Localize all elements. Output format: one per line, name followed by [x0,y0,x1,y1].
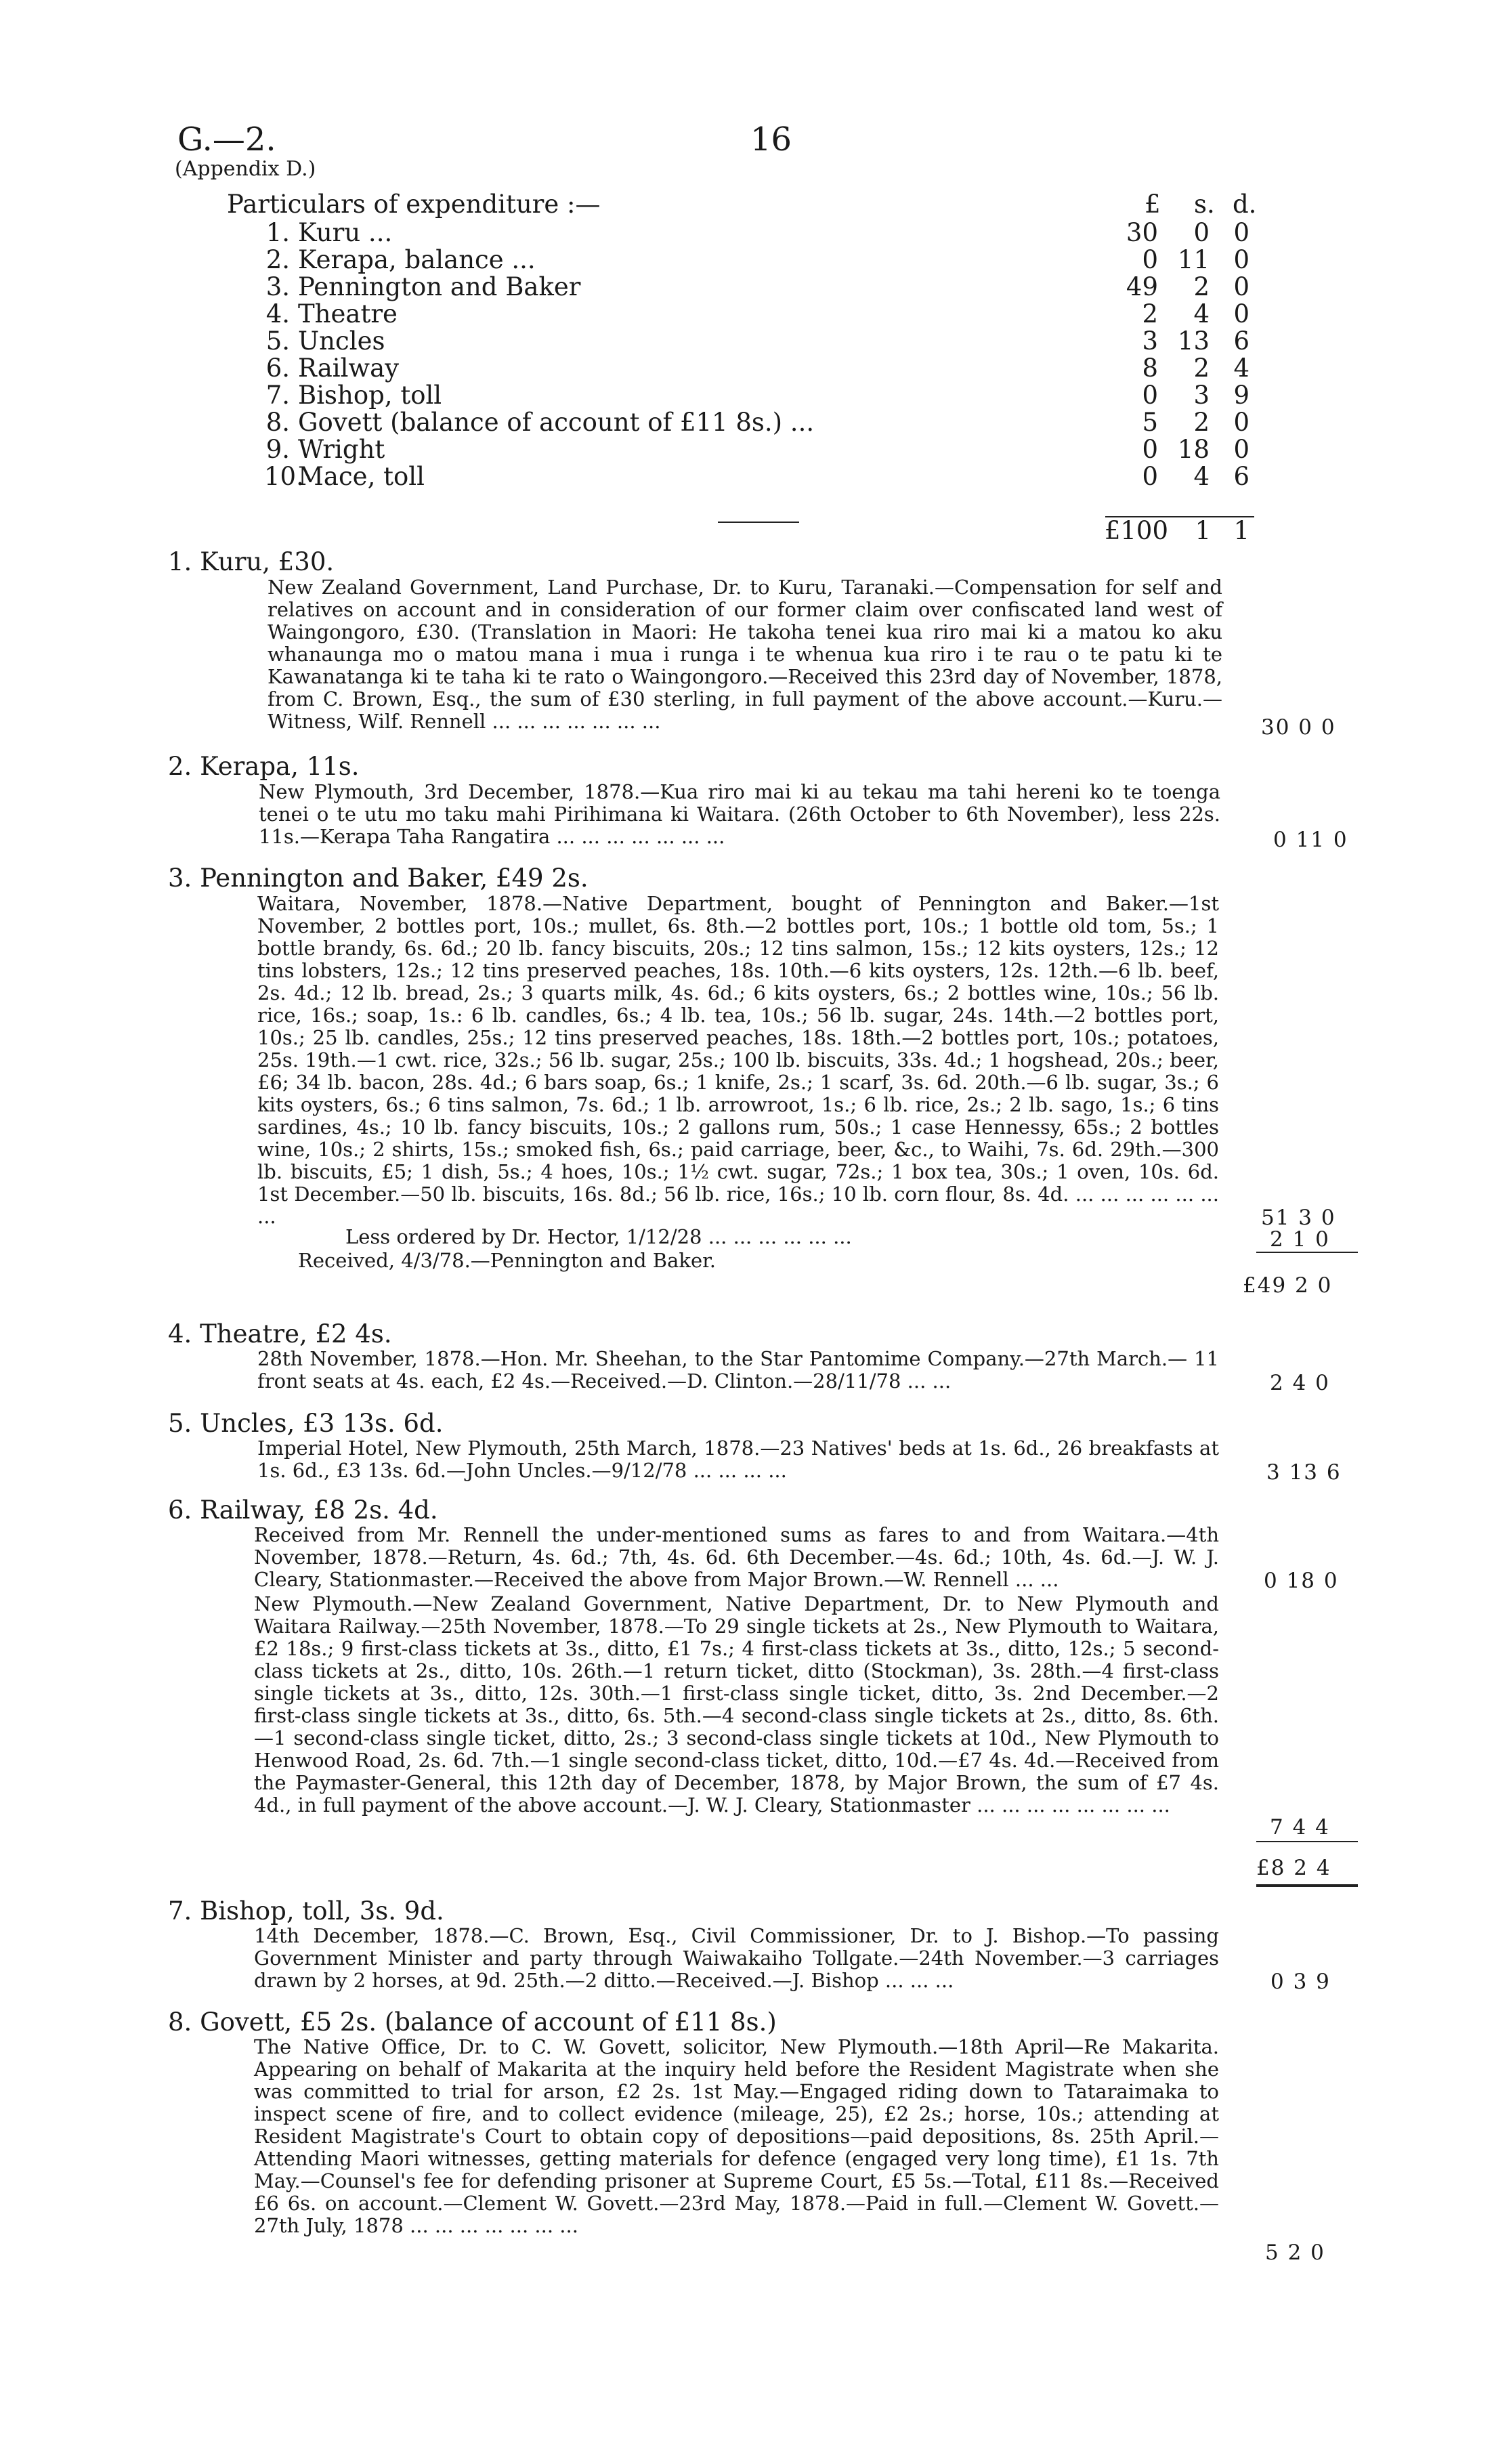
section-amount: 30 0 0 [1261,715,1336,740]
item-pounds: 8 [1142,354,1158,383]
section-heading: 5. Uncles, £3 13s. 6d. [168,1409,444,1438]
section-amount: 0 3 9 [1270,1970,1331,1994]
item-pence: 6 [1233,326,1249,356]
net-amount: £49 2 0 [1243,1273,1333,1298]
total-double-rule [1256,1884,1358,1887]
item-label: Kuru ... [298,218,393,247]
less-amount: 2 1 0 [1270,1227,1330,1252]
item-pence: 0 [1233,299,1249,328]
item-label: Theatre [298,299,398,328]
section-amount: 7 4 4 [1270,1815,1330,1840]
item-pounds: 2 [1142,299,1158,328]
section-body: New Plymouth, 3rd December, 1878.—Kua riro mai ki au tekau ma tahi hereni ko te toenga tenei o te utu mo taku mahi Pirihimana ki Waitara. (26th October to 6th November), less 22s. 11s.—Kerapa Taha Rangatira ... ... ... ... ... ... ... [259,780,1220,848]
expenditure-row [264,218,1260,247]
pence-column-header: d. [1233,190,1257,219]
item-pounds: 0 [1142,435,1158,464]
expenditure-row [264,381,1260,409]
item-label: Pennington and Baker [298,272,581,301]
item-label: Uncles [298,326,385,356]
section-body: The Native Office, Dr. to C. W. Govett, solicitor, New Plymouth.—18th April—Re Makarita. Appearing on behalf of Makarita at the inquiry held before the Resident Magistrate when she was committed to trial for arson, £2 2s. 1st May.—Engaged riding down to Tataraimaka to inspect scene of fire, and to collect evidence (mileage, 25), £2 2s.; horse, 10s.; attending at Resident Magistrate's Court to obtain copy of depositions—paid depositions, 8s. 25th April.—Attending Maori witnesses, getting materials for defence (engaged very long time), £1 1s. 7th May.—Counsel's fee for defending prisoner at Supreme Court, £5 5s.—Total, £11 8s.—Received £6 6s. on account.—Clement W. Govett.—23rd May, 1878.—Paid in full.—Clement W. Govett.—27th July, 1878 ... ... ... ... ... ... ... [254,2035,1219,2237]
expenditure-row [264,299,1260,328]
expenditure-row [264,326,1260,355]
item-number: 2. [265,245,290,274]
section-heading: 8. Govett, £5 2s. (balance of account of £11 8s.) [168,2008,777,2037]
section-body: Imperial Hotel, New Plymouth, 25th March, 1878.—23 Natives' beds at 1s. 6d., 26 breakfasts at 1s. 6d., £3 13s. 6d.—John Uncles.—9/12/78 ... ... ... ... [257,1437,1219,1482]
received-line: Received, 4/3/78.—Pennington and Baker. [298,1249,717,1272]
item-pounds: 5 [1142,408,1158,437]
particulars-title: Particulars of expenditure :— [227,190,601,219]
section-heading: 7. Bishop, toll, 3s. 9d. [168,1896,444,1926]
total-shillings: 1 [1195,516,1211,545]
item-pence: 0 [1233,435,1249,464]
item-shillings: 2 [1193,272,1210,301]
item-shillings: 2 [1193,408,1210,437]
item-number: 5. [265,326,290,356]
section-heading: 6. Railway, £8 2s. 4d. [168,1495,438,1525]
item-label: Kerapa, balance ... [298,245,536,274]
item-pence: 0 [1233,272,1249,301]
expenditure-row [264,408,1260,436]
item-shillings: 18 [1177,435,1210,464]
appendix-label: (Appendix D.) [175,157,316,181]
item-number: 10. [264,462,304,491]
item-pence: 6 [1233,462,1249,491]
section-body: 14th December, 1878.—C. Brown, Esq., Civil Commissioner, Dr. to J. Bishop.—To passing Government Minister and party through Waiwakaiho Tollgate.—24th November.—3 carriages drawn by 2 horses, at 9d. 25th.—2 ditto.—Received.—J. Bishop ... ... ... [254,1924,1219,1992]
subtotal-rule [1256,1841,1358,1842]
item-number: 3. [265,272,290,301]
item-pence: 4 [1233,354,1249,383]
item-shillings: 13 [1177,326,1210,356]
gross-amount: 51 3 0 [1261,1206,1336,1230]
item-pence: 9 [1233,381,1249,410]
section-body: Waitara, November, 1878.—Native Department, bought of Pennington and Baker.—1st November, 2 bottles port, 10s.; mullet, 6s. 8th.—2 bottles port, 10s.; 1 bottle old tom, 5s.; 1 bottle brandy, 6s. 6d.; 20 lb. fancy biscuits, 20s.; 12 tins salmon, 15s.; 12 kits oysters, 12s.; 12 tins lobsters, 12s.; 12 tins preserved peaches, 18s. 10th.—6 kits oysters, 12s. 12th.—6 lb. beef, 2s. 4d.; 12 lb. bread, 2s.; 3 quarts milk, 4s. 6d.; 6 kits oysters, 6s.; 2 bottles wine, 10s.; 56 lb. rice, 16s.; soap, 1s.: 6 lb. candles, 6s.; 4 lb. tea, 10s.; 56 lb. sugar, 24s. 14th.—2 bottles port, 10s.; 25 lb. candles, 25s.; 12 tins preserved peaches, 18s. 18th.—2 bottles port, 10s.; potatoes, 25s. 19th.—1 cwt. rice, 32s.; 56 lb. sugar, 25s.; 100 lb. biscuits, 33s. 4d.; 1 hogshead, 20s.; beer, £6; 34 lb. bacon, 28s. 4d.; 6 bars soap, 6s.; 1 knife, 2s.; 1 scarf, 3s. 6d. 20th.—6 lb. sugar, 3s.; 6 kits oysters, 6s.; 6 tins salmon, 7s. 6d.; 1 lb. arrowroot, 1s.; 6 lb. rice, 2s.; 2 lb. sago, 1s.; 6 tins sardines, 4s.; 10 lb. fancy biscuits, 10s.; 2 gallons rum, 50s.; 1 case Hennessy, 65s.; 2 bottles wine, 10s.; 2 shirts, 15s.; smoked fish, 6s.; paid carriage, beer, &c., to Waihi, 7s. 6d. 29th.—300 lb. biscuits, £5; 1 dish, 5s.; 4 hoes, 10s.; 1½ cwt. sugar, 72s.; 1 box tea, 30s.; 1 oven, 10s. 6d. 1st December.—50 lb. biscuits, 16s. 8d.; 56 lb. rice, 16s.; 10 lb. corn flour, 8s. 4d. ... ... ... ... ... ... ... [257,892,1219,1228]
item-number: 6. [265,354,290,383]
item-pounds: 30 [1126,218,1158,247]
item-label: Govett (balance of account of £11 8s.) ... [298,408,815,437]
item-label: Wright [298,435,385,464]
expenditure-row [264,245,1260,274]
item-shillings: 2 [1193,354,1210,383]
item-label: Bishop, toll [298,381,442,410]
item-number: 1. [265,218,290,247]
item-shillings: 0 [1193,218,1210,247]
item-pence: 0 [1233,408,1249,437]
section-body: Received from Mr. Rennell the under-mentioned sums as fares to and from Waitara.—4th November, 1878.—Return, 4s. 6d.; 7th, 4s. 6d. 6th December.—4s. 6d.; 10th, 4s. 6d.—J. W. J. Cleary, Stationmaster.—Received the above from Major Brown.—W. Rennell ... ... [254,1523,1219,1591]
item-number: 4. [265,299,290,328]
section-heading: 3. Pennington and Baker, £49 2s. [168,864,589,893]
item-pounds: 49 [1126,272,1158,301]
section-body: New Zealand Government, Land Purchase, Dr. to Kuru, Taranaki.—Compensation for self and relatives on account and in consideration of our former claim over confiscated land west of Waingongoro, £30. (Translation in Maori: He takoha tenei kua riro mai ki a matou ko aku whanaunga mo o matou mana i mua i runga i te whenua kua riro i te rau o te patu ki te Kawanatanga ki te taha ki te rato o Waingongoro.—Received this 23rd day of November, 1878, from C. Brown, Esq., the sum of £30 sterling, in full payment of the above account.—Kuru.— Witness, Wilf. Rennell ... ... ... ... ... ... ... [268,576,1222,733]
item-pounds: 0 [1142,381,1158,410]
item-number: 7. [265,381,290,410]
item-shillings: 4 [1193,462,1210,491]
expenditure-row [264,435,1260,463]
item-shillings: 11 [1177,245,1210,274]
page-number: 16 [750,121,792,158]
document-code: G.—2. [177,121,276,158]
section-amount: 3 13 6 [1266,1460,1342,1485]
shillings-column-header: s. [1194,190,1215,219]
item-pence: 0 [1233,245,1249,274]
section-heading: 4. Theatre, £2 4s. [168,1319,392,1348]
pounds-column-header: £ [1145,190,1161,219]
subtotal-rule [1256,1252,1358,1253]
total-pence: 1 [1233,516,1249,545]
less-line: Less ordered by Dr. Hector, 1/12/28 ... ... ... ... ... ... [345,1225,852,1248]
section-heading: 1. Kuru, £30. [168,547,335,576]
item-label: Mace, toll [298,462,425,491]
expenditure-row [264,462,1260,490]
section-total: £8 2 4 [1256,1856,1331,1880]
item-number: 9. [265,435,290,464]
item-pounds: 3 [1142,326,1158,356]
item-pounds: 0 [1142,462,1158,491]
expenditure-row [264,272,1260,301]
item-pounds: 0 [1142,245,1158,274]
section-amount: 0 11 0 [1273,828,1348,852]
item-pence: 0 [1233,218,1249,247]
item-shillings: 4 [1193,299,1210,328]
divider [718,522,799,523]
section-body: New Plymouth.—New Zealand Government, Native Department, Dr. to New Plymouth and Waitara Railway.—25th November, 1878.—To 29 single tickets at 2s., New Plymouth to Waitara, £2 18s.; 9 first-class tickets at 3s., ditto, £1 7s.; 4 first-class tickets at 3s., ditto, 12s.; 5 second-class tickets at 2s., ditto, 10s. 26th.—1 return ticket, ditto (Stockman), 3s. 28th.—4 first-class single tickets at 3s., ditto, 12s. 30th.—1 first-class single ticket, ditto, 3s. 2nd December.—2 first-class single tickets at 3s., ditto, 6s. 5th.—4 second-class single tickets at 2s., ditto, 8s. 6th.—1 second-class single ticket, ditto, 2s.; 3 second-class single tickets at 10d., New Plymouth to Henwood Road, 2s. 6d. 7th.—1 single second-class ticket, ditto, 10d.—£7 4s. 4d.—Received from the Paymaster-General, this 12th day of December, 1878, by Major Brown, the sum of £7 4s. 4d., in full payment of the above account.—J. W. J. Cleary, Stationmaster ... ... ... ... ... ... ... ... [254,1592,1219,1817]
item-shillings: 3 [1193,381,1210,410]
section-amount: 5 2 0 [1265,2240,1325,2265]
section-amount: 2 4 0 [1270,1371,1330,1395]
section-body: 28th November, 1878.—Hon. Mr. Sheehan, to the Star Pantomime Company.—27th March.— 11 front seats at 4s. each, £2 4s.—Received.—D. Clinton.—28/11/78 ... ... [257,1347,1219,1393]
item-label: Railway [298,354,400,383]
section-amount: 0 18 0 [1264,1569,1339,1593]
expenditure-row [264,354,1260,382]
item-number: 8. [265,408,290,437]
section-heading: 2. Kerapa, 11s. [168,752,360,781]
total-pounds: £100 [1104,516,1168,545]
